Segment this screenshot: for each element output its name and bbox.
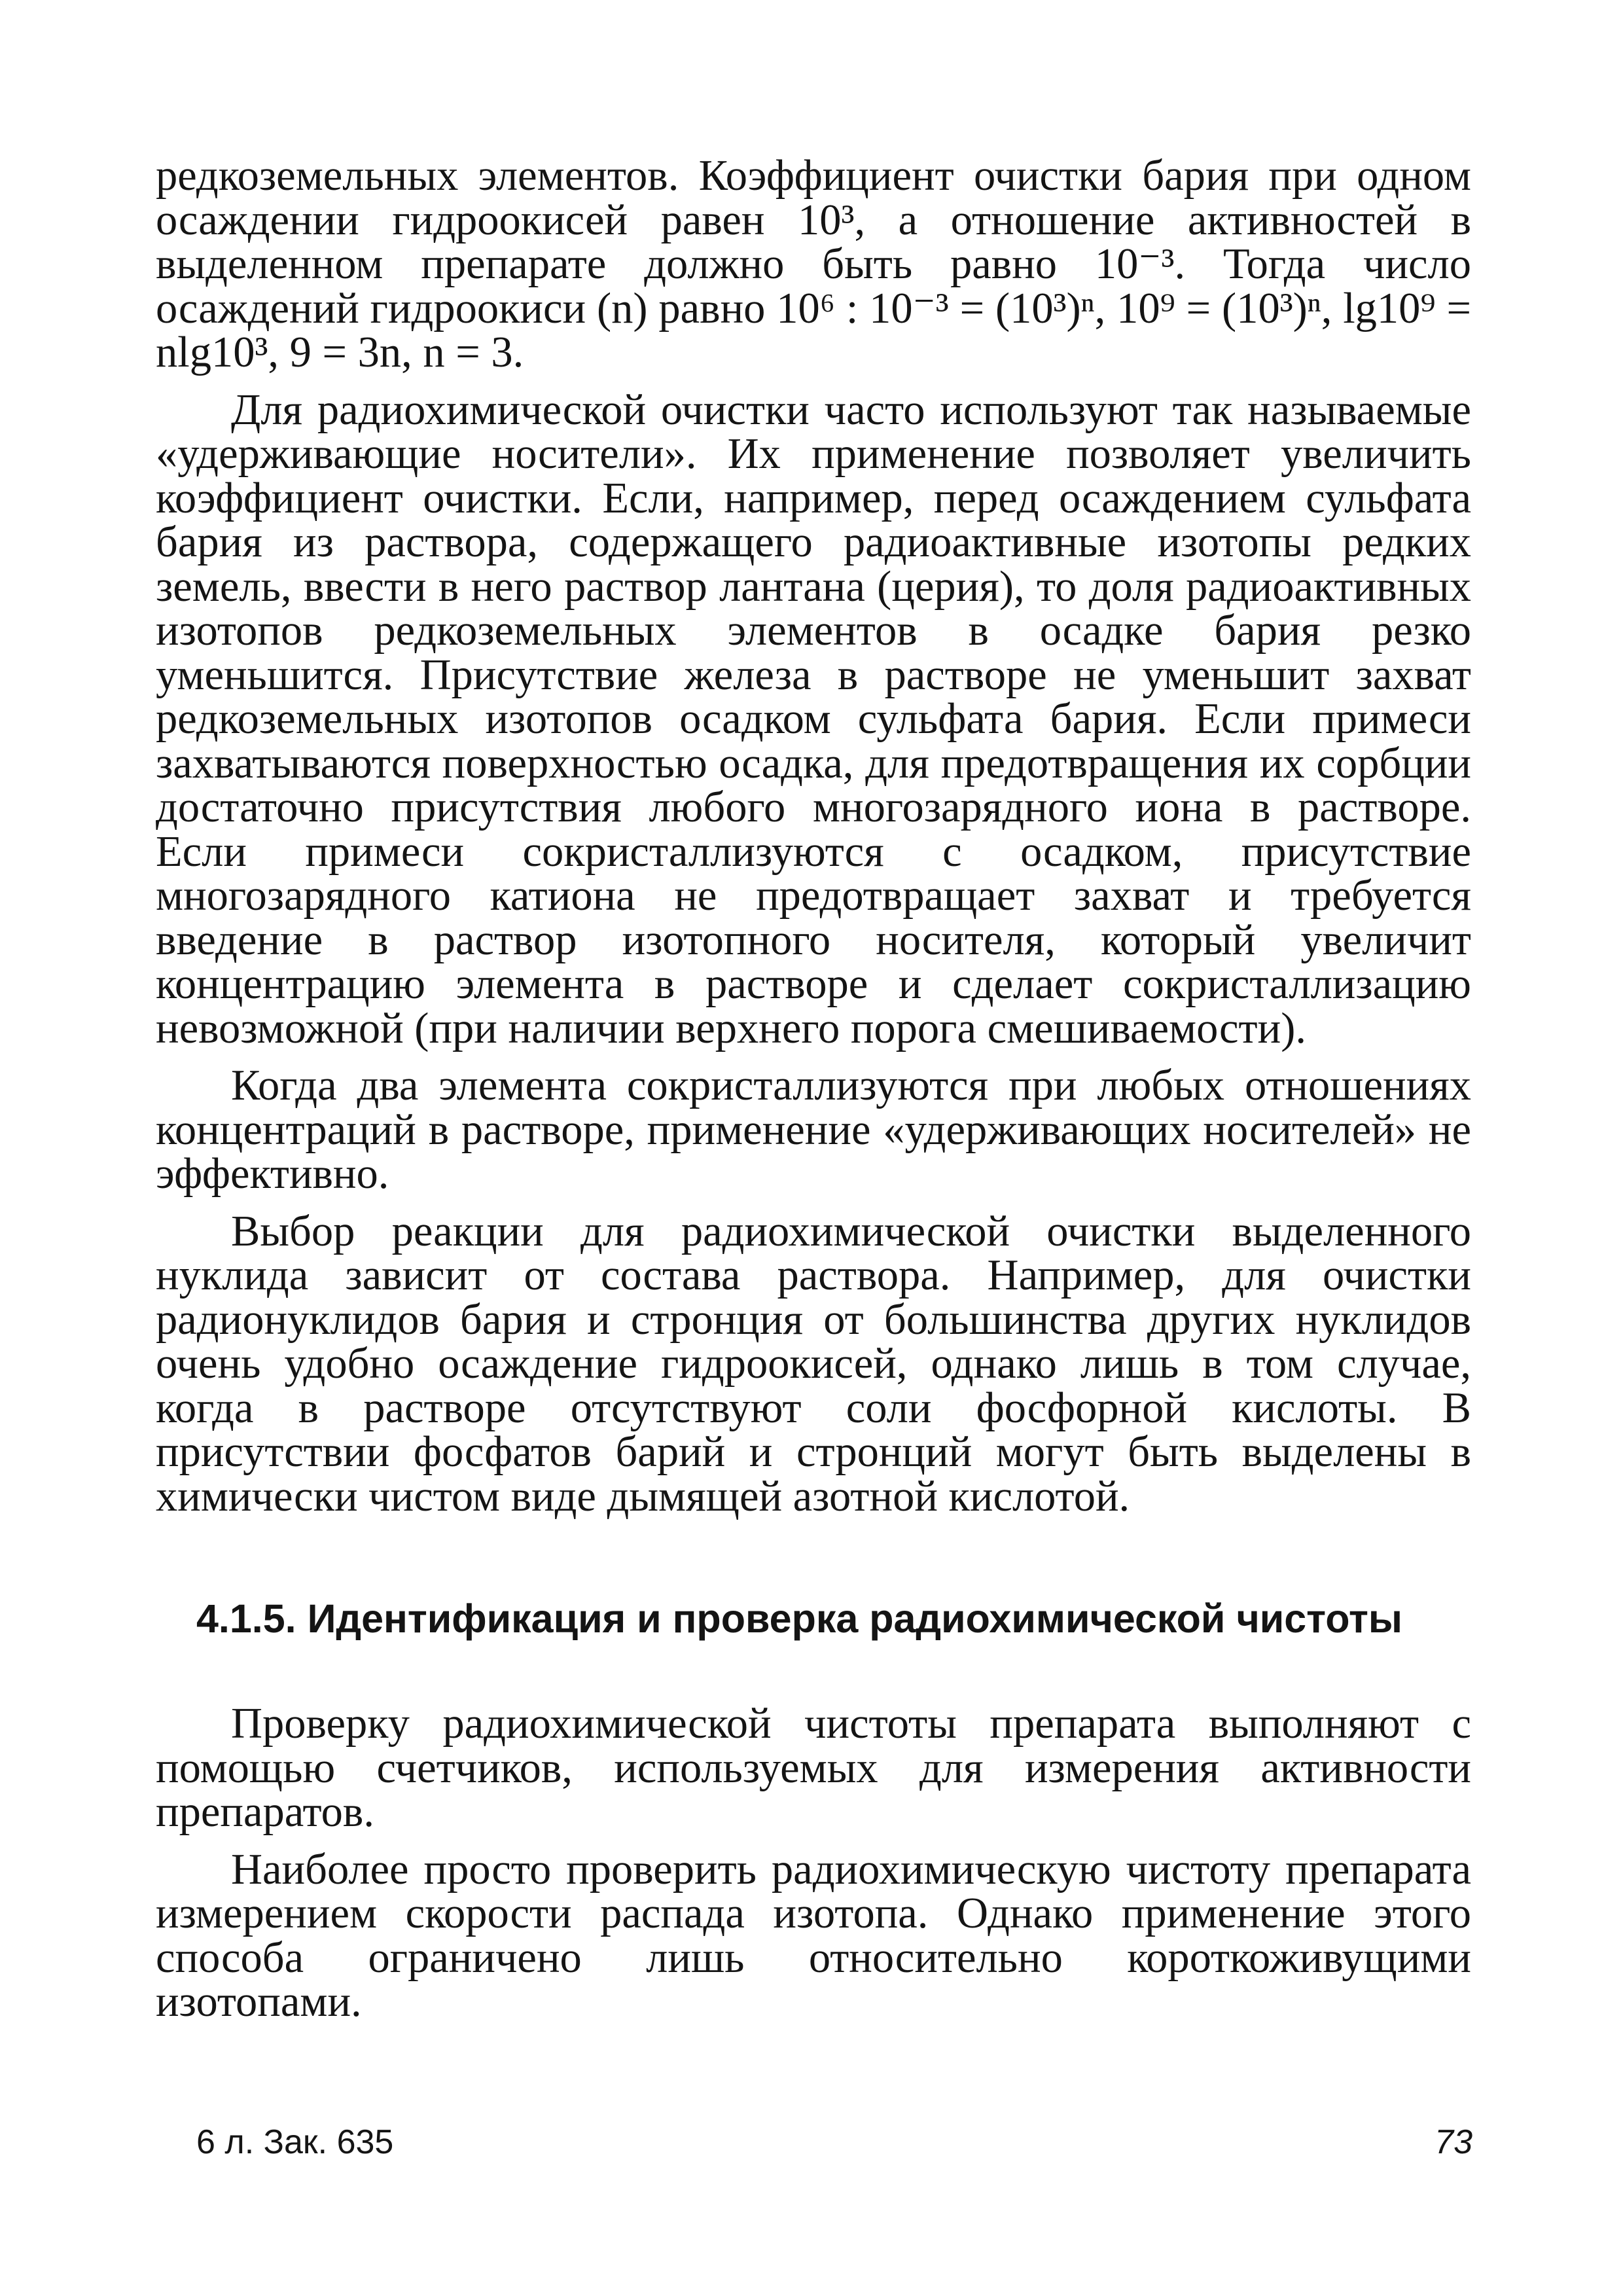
section-heading: 4.1.5. Идентификация и проверка радиохимической чистоты [196, 1596, 1402, 1641]
printing-signature: 6 л. Зак. 635 [196, 2123, 394, 2161]
page-number: 73 [1435, 2123, 1472, 2161]
paragraph-continuation: редкоземельных элементов. Коэффициент очистки бария при одном осаждении гидроокисей равен 10³, а отношение активностей в выделенном препарате должно быть равно 10⁻³. Тогда число осаждений гидроокиси (n) равно 10⁶ : 10⁻³ = (10³)ⁿ, 10⁹ = (10³)ⁿ, lg10⁹ = nlg10³, 9 = 3n, n = 3. [156, 152, 1471, 376]
paragraph-retaining-carriers: Для радиохимической очистки часто используют так называемые «удерживающие носители». Их применение позволяет увеличить коэффициент очистки. Если, например, перед осаждением сульфата бария из раствора, содержащего радиоактивные изотопы редких земель, ввести в него раствор лантана (церия), то доля радиоактивных изотопов редкоземельных элементов в осадке бария резко уменьшится. Присутствие железа в растворе не уменьшит захват редкоземельных изотопов осадком сульфата бария. Если примеси захватываются поверхностью осадка, для предотвращения их сорбции достаточно присутствия любого многозарядного иона в растворе. Если примеси сокристаллизуются с осадком, присутствие многозарядного катиона не предотвращает захват и требуется введение в раствор изотопного носителя, который увеличит концентрацию элемента в растворе и сделает сокристаллизацию невозможной (при наличии верхнего порога смешиваемости). [156, 386, 1471, 1052]
paragraph-cocrystallization: Когда два элемента сокристаллизуются при любых отношениях концентраций в растворе, применение «удерживающих носителей» не эффективно. [156, 1062, 1471, 1198]
paragraph-decay-rate: Наиболее просто проверить радиохимическую чистоту препарата измерением скорости распада изотопа. Однако применение этого способа ограничено лишь относительно короткоживущими изотопами. [156, 1845, 1471, 2026]
paragraph-purity-check: Проверку радиохимической чистоты препарата выполняют с помощью счетчиков, используемых для измерения активности препаратов. [156, 1700, 1471, 1836]
paragraph-reaction-choice: Выбор реакции для радиохимической очистки выделенного нуклида зависит от состава раствора. Например, для очистки радионуклидов бария и стронция от большинства других нуклидов очень удобно осаждение гидроокисей, однако лишь в том случае, когда в растворе отсутствуют соли фосфорной кислоты. В присутствии фосфатов барий и стронций могут быть выделены в химически чистом виде дымящей азотной кислотой. [156, 1207, 1471, 1520]
page-body [156, 154, 1471, 2024]
